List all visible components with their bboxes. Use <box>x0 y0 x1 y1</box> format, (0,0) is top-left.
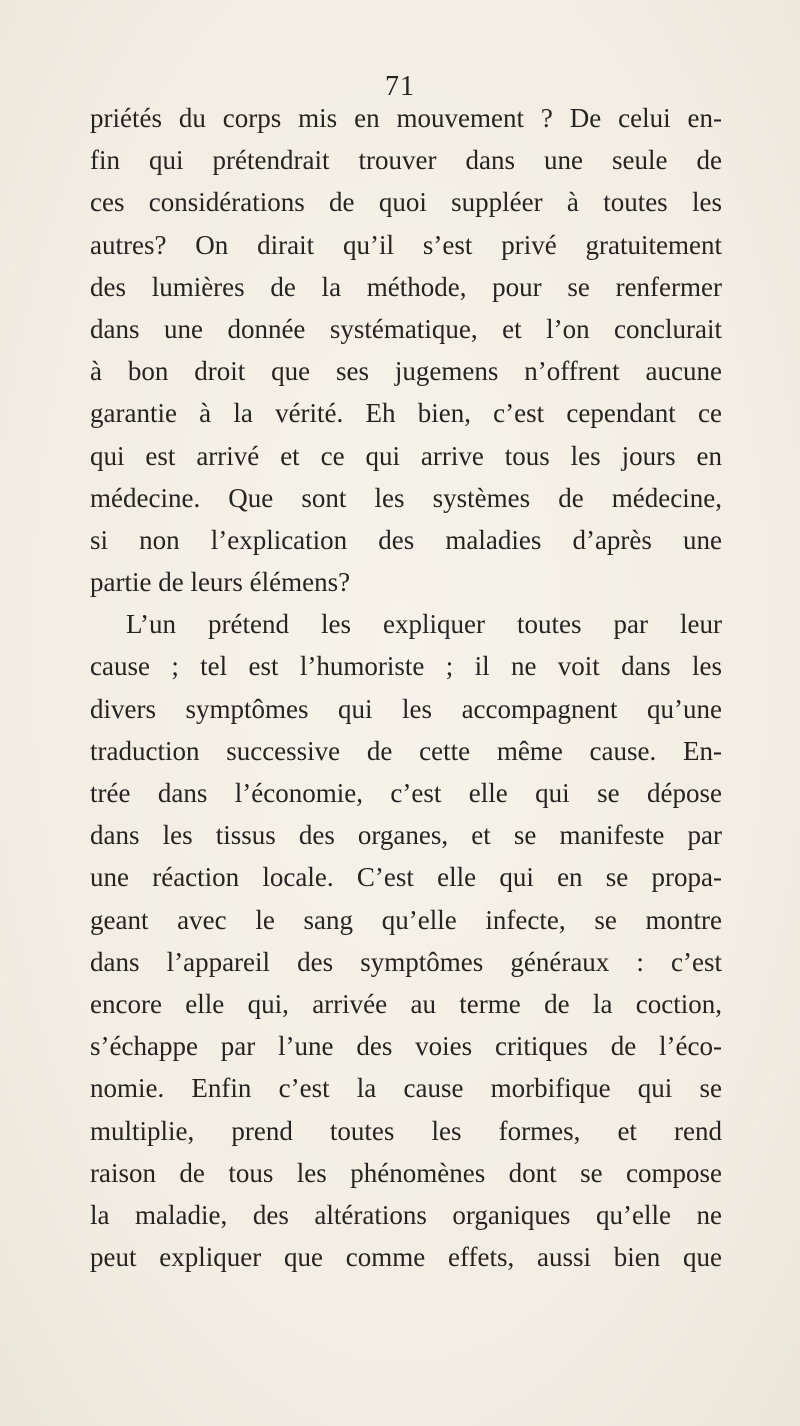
text-line: encore elle qui, arrivée au terme de la coction, <box>90 988 722 1019</box>
text-line: partie de leurs élémens? <box>90 567 351 598</box>
page-number: 71 <box>385 71 415 102</box>
text-line: nomie. Enfin c’est la cause morbifique qui se <box>90 1073 722 1104</box>
text-line: geant avec le sang qu’elle infecte, se montre <box>90 904 722 935</box>
text-line: priétés du corps mis en mouvement ? De celui en- <box>90 103 722 133</box>
text-line: si non l’explication des maladies d’après une <box>90 524 722 555</box>
text-line: des lumières de la méthode, pour se renfermer <box>90 271 722 302</box>
paragraph-2 <box>90 603 722 1278</box>
text-line: peut expliquer que comme effets, aussi bien que <box>90 1242 722 1273</box>
text-line: raison de tous les phénomènes dont se compose <box>90 1157 722 1188</box>
text-line: multiplie, prend toutes les formes, et rend <box>90 1115 722 1146</box>
paragraph-1 <box>90 97 722 603</box>
text-line: qui est arrivé et ce qui arrive tous les jours en <box>90 440 722 471</box>
text-line: divers symptômes qui les accompagnent qu’une <box>90 693 722 724</box>
text-line: L’un prétend les expliquer toutes par leur <box>126 609 722 640</box>
text-line: s’échappe par l’une des voies critiques de l’éco- <box>90 1031 722 1062</box>
text-line: cause ; tel est l’humoriste ; il ne voit dans les <box>90 651 722 682</box>
text-line: garantie à la vérité. Eh bien, c’est cependant ce <box>90 398 722 429</box>
text-line: dans les tissus des organes, et se manifeste par <box>90 820 722 851</box>
text-line: ces considérations de quoi suppléer à toutes les <box>90 187 722 218</box>
text-line: traduction successive de cette même cause. En- <box>90 735 722 766</box>
text-line: médecine. Que sont les systèmes de médecine, <box>90 482 722 513</box>
text-line: dans une donnée systématique, et l’on conclurait <box>90 313 722 344</box>
text-line: une réaction locale. C’est elle qui en se propa- <box>90 862 722 893</box>
text-line: la maladie, des altérations organiques qu’elle ne <box>90 1199 722 1230</box>
text-line: autres? On dirait qu’il s’est privé gratuitement <box>90 229 722 260</box>
text-line: fin qui prétendrait trouver dans une seule de <box>90 145 722 176</box>
text-line: dans l’appareil des symptômes généraux : c’est <box>90 946 722 977</box>
body-text <box>90 97 722 1278</box>
text-line: à bon droit que ses jugemens n’offrent aucune <box>90 356 722 387</box>
text-line: trée dans l’économie, c’est elle qui se dépose <box>90 778 722 808</box>
